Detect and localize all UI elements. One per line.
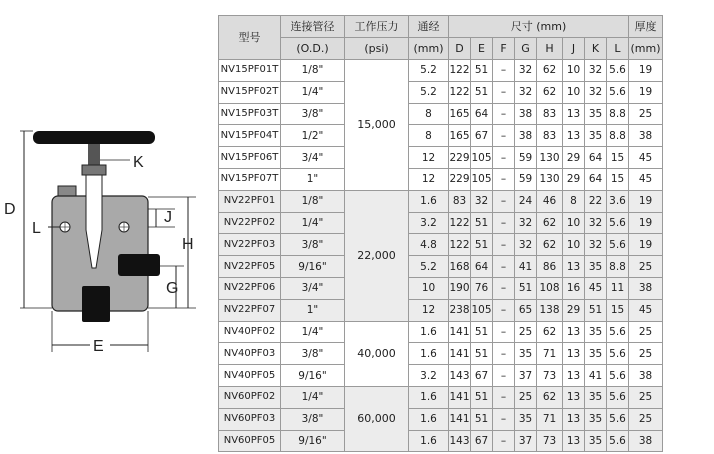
cell-dim: – (493, 299, 515, 321)
table-row (219, 81, 663, 103)
cell-dim: 105 (471, 299, 493, 321)
cell-dim: 51 (471, 234, 493, 256)
cell-dim: 62 (537, 321, 563, 343)
cell-dim: – (493, 168, 515, 190)
cell-model: NV40PF02 (219, 321, 281, 343)
cell-dim: 35 (515, 343, 537, 365)
cell-dim: 5.6 (607, 321, 629, 343)
dim-label-H: H (182, 236, 194, 253)
cell-dim: 8.8 (607, 103, 629, 125)
table-row (219, 103, 663, 125)
cell-bore: 5.2 (409, 256, 449, 278)
table-row (219, 190, 663, 212)
cell-dim: 62 (537, 60, 563, 82)
cell-bore: 1.6 (409, 321, 449, 343)
cell-dim: 32 (515, 212, 537, 234)
cell-model: NV22PF05 (219, 256, 281, 278)
cell-dim: 86 (537, 256, 563, 278)
cell-dim: – (493, 277, 515, 299)
table-row (219, 168, 663, 190)
cell-dim: – (493, 386, 515, 408)
cell-bore: 12 (409, 147, 449, 169)
cell-dim: 229 (449, 168, 471, 190)
cell-dim: – (493, 212, 515, 234)
cell-dim: 13 (563, 365, 585, 387)
cell-dim: 35 (585, 256, 607, 278)
cell-dim: 64 (585, 147, 607, 169)
cell-dim: 105 (471, 168, 493, 190)
table-row (219, 299, 663, 321)
dim-col-F: F (493, 38, 515, 60)
cell-dim: 29 (563, 299, 585, 321)
table-row (219, 343, 663, 365)
cell-thick: 25 (629, 321, 663, 343)
cell-dim: 32 (585, 212, 607, 234)
cell-dim: 15 (607, 168, 629, 190)
cell-dim: – (493, 365, 515, 387)
cell-dim: 62 (537, 386, 563, 408)
cell-dim: – (493, 147, 515, 169)
bottom-port (82, 286, 110, 322)
cell-dim: 62 (537, 212, 563, 234)
col-pressure-sub: (psi) (345, 38, 409, 60)
cell-dim: 5.6 (607, 60, 629, 82)
cell-thick: 45 (629, 147, 663, 169)
table-row (219, 147, 663, 169)
cell-dim: 13 (563, 321, 585, 343)
cell-thick: 25 (629, 343, 663, 365)
cell-conn: 1" (281, 299, 345, 321)
cell-model: NV22PF02 (219, 212, 281, 234)
cell-dim: 13 (563, 408, 585, 430)
cell-dim: 141 (449, 321, 471, 343)
cell-dim: 10 (563, 81, 585, 103)
dim-col-E: E (471, 38, 493, 60)
cell-dim: – (493, 60, 515, 82)
cell-conn: 3/8" (281, 234, 345, 256)
cell-dim: 122 (449, 81, 471, 103)
cell-dim: – (493, 103, 515, 125)
cell-dim: 51 (471, 321, 493, 343)
table-row (219, 125, 663, 147)
cell-model: NV40PF03 (219, 343, 281, 365)
cell-bore: 12 (409, 168, 449, 190)
cell-dim: 15 (607, 147, 629, 169)
cell-thick: 19 (629, 212, 663, 234)
cell-dim: 51 (471, 60, 493, 82)
cell-dim: 8 (563, 190, 585, 212)
dim-col-L: L (607, 38, 629, 60)
cell-dim: 13 (563, 430, 585, 452)
cell-dim: 46 (537, 190, 563, 212)
cell-conn: 3/4" (281, 147, 345, 169)
cell-bore: 1.6 (409, 343, 449, 365)
table-row (219, 277, 663, 299)
cell-bore: 3.2 (409, 365, 449, 387)
cell-conn: 3/8" (281, 408, 345, 430)
cell-dim: 11 (607, 277, 629, 299)
cell-pressure: 15,000 (345, 60, 409, 191)
cell-dim: 51 (471, 212, 493, 234)
cell-dim: 15 (607, 299, 629, 321)
cell-dim: 38 (515, 125, 537, 147)
cell-bore: 1.6 (409, 430, 449, 452)
cell-dim: – (493, 343, 515, 365)
table-row (219, 430, 663, 452)
cell-model: NV22PF03 (219, 234, 281, 256)
cell-dim: 35 (585, 321, 607, 343)
cell-model: NV15PF02T (219, 81, 281, 103)
cell-dim: 229 (449, 147, 471, 169)
cell-dim: 8.8 (607, 125, 629, 147)
cell-dim: 32 (515, 81, 537, 103)
cell-dim: 143 (449, 430, 471, 452)
table-row (219, 256, 663, 278)
valve-handle (33, 131, 155, 144)
cell-dim: 51 (585, 299, 607, 321)
cell-dim: 10 (563, 60, 585, 82)
cell-dim: – (493, 256, 515, 278)
cell-dim: 62 (537, 81, 563, 103)
dim-col-G: G (515, 38, 537, 60)
cell-conn: 1" (281, 168, 345, 190)
cell-conn: 3/8" (281, 343, 345, 365)
cell-dim: 83 (537, 103, 563, 125)
cell-dim: – (493, 408, 515, 430)
cell-dim: 32 (515, 60, 537, 82)
dim-label-K: K (133, 154, 144, 171)
cell-dim: 5.6 (607, 343, 629, 365)
cell-bore: 12 (409, 299, 449, 321)
cell-dim: 37 (515, 430, 537, 452)
cell-model: NV60PF03 (219, 408, 281, 430)
cell-conn: 1/4" (281, 321, 345, 343)
table-row (219, 408, 663, 430)
cell-pressure: 40,000 (345, 321, 409, 386)
cell-bore: 4.8 (409, 234, 449, 256)
dim-col-K: K (585, 38, 607, 60)
packing-nut (58, 186, 76, 196)
cell-dim: 13 (563, 256, 585, 278)
cell-thick: 25 (629, 408, 663, 430)
cell-model: NV15PF07T (219, 168, 281, 190)
cell-dim: – (493, 430, 515, 452)
cell-dim: 32 (585, 60, 607, 82)
cell-thick: 25 (629, 256, 663, 278)
cell-thick: 38 (629, 277, 663, 299)
cell-dim: 130 (537, 168, 563, 190)
cell-dim: 35 (585, 343, 607, 365)
cell-thick: 19 (629, 60, 663, 82)
cell-conn: 9/16" (281, 256, 345, 278)
cell-dim: 35 (585, 430, 607, 452)
table-row (219, 321, 663, 343)
cell-dim: 59 (515, 147, 537, 169)
cell-dim: 13 (563, 343, 585, 365)
cell-dim: – (493, 81, 515, 103)
cell-conn: 1/4" (281, 212, 345, 234)
spec-table-body (219, 60, 663, 452)
col-bore-sub: (mm) (409, 38, 449, 60)
cell-dim: 5.6 (607, 212, 629, 234)
cell-dim: 29 (563, 147, 585, 169)
cell-bore: 5.2 (409, 81, 449, 103)
cell-dim: 105 (471, 147, 493, 169)
cell-bore: 3.2 (409, 212, 449, 234)
cell-dim: 35 (585, 386, 607, 408)
cell-conn: 1/4" (281, 386, 345, 408)
cell-dim: 5.6 (607, 81, 629, 103)
dim-label-D: D (4, 201, 16, 218)
cell-dim: 45 (585, 277, 607, 299)
cell-dim: 71 (537, 408, 563, 430)
col-thick-sub: (mm) (629, 38, 663, 60)
cell-dim: 122 (449, 212, 471, 234)
cell-dim: 138 (537, 299, 563, 321)
dim-col-J: J (563, 38, 585, 60)
cell-dim: 35 (585, 408, 607, 430)
cell-conn: 1/8" (281, 190, 345, 212)
cell-conn: 3/8" (281, 103, 345, 125)
cell-dim: 122 (449, 60, 471, 82)
cell-thick: 38 (629, 430, 663, 452)
cell-dim: 13 (563, 125, 585, 147)
cell-bore: 5.2 (409, 60, 449, 82)
cell-bore: 1.6 (409, 408, 449, 430)
col-model-header: 型号 (219, 16, 281, 60)
cell-dim: 5.6 (607, 430, 629, 452)
cell-dim: 65 (515, 299, 537, 321)
cell-dim: 16 (563, 277, 585, 299)
cell-thick: 19 (629, 190, 663, 212)
cell-dim: 32 (515, 234, 537, 256)
cell-dim: 108 (537, 277, 563, 299)
side-port (118, 254, 160, 276)
dim-col-D: D (449, 38, 471, 60)
table-row (219, 386, 663, 408)
cell-dim: 67 (471, 430, 493, 452)
valve-drawing (0, 110, 210, 370)
cell-dim: 64 (471, 103, 493, 125)
cell-dim: 41 (515, 256, 537, 278)
cell-dim: 32 (585, 234, 607, 256)
cell-bore: 8 (409, 125, 449, 147)
cell-dim: 41 (585, 365, 607, 387)
cell-conn: 1/2" (281, 125, 345, 147)
cell-dim: 168 (449, 256, 471, 278)
cell-conn: 9/16" (281, 365, 345, 387)
valve-stem (88, 144, 100, 168)
cell-dim: 29 (563, 168, 585, 190)
cell-model: NV15PF04T (219, 125, 281, 147)
cell-dim: 59 (515, 168, 537, 190)
table-row (219, 234, 663, 256)
cell-dim: 73 (537, 365, 563, 387)
cell-dim: 13 (563, 386, 585, 408)
cell-dim: 35 (585, 125, 607, 147)
cell-model: NV22PF06 (219, 277, 281, 299)
cell-dim: 141 (449, 343, 471, 365)
col-dims-header: 尺寸 (mm) (449, 16, 629, 38)
cell-dim: 35 (585, 103, 607, 125)
cell-model: NV60PF02 (219, 386, 281, 408)
cell-dim: 25 (515, 321, 537, 343)
col-pressure-header: 工作压力 (345, 16, 409, 38)
cell-dim: 51 (471, 343, 493, 365)
cell-dim: 190 (449, 277, 471, 299)
dim-label-J: J (164, 209, 172, 226)
cell-dim: – (493, 125, 515, 147)
cell-thick: 45 (629, 168, 663, 190)
cell-model: NV40PF05 (219, 365, 281, 387)
dim-label-G: G (166, 280, 179, 297)
dim-label-L: L (32, 220, 41, 237)
spec-table (218, 15, 663, 452)
col-conn-sub: (O.D.) (281, 38, 345, 60)
cell-dim: 3.6 (607, 190, 629, 212)
cell-dim: 76 (471, 277, 493, 299)
cell-pressure: 60,000 (345, 386, 409, 451)
cell-dim: 141 (449, 386, 471, 408)
cell-dim: 37 (515, 365, 537, 387)
cell-dim: 35 (515, 408, 537, 430)
cell-dim: 5.6 (607, 234, 629, 256)
cell-dim: 5.6 (607, 386, 629, 408)
cell-dim: 83 (449, 190, 471, 212)
cell-dim: 62 (537, 234, 563, 256)
cell-dim: 32 (471, 190, 493, 212)
cell-conn: 1/4" (281, 81, 345, 103)
cell-bore: 10 (409, 277, 449, 299)
cell-dim: 51 (471, 81, 493, 103)
cell-dim: 73 (537, 430, 563, 452)
cell-thick: 19 (629, 81, 663, 103)
table-row (219, 60, 663, 82)
cell-dim: 5.6 (607, 408, 629, 430)
cell-thick: 25 (629, 386, 663, 408)
cell-dim: 143 (449, 365, 471, 387)
cell-dim: 165 (449, 125, 471, 147)
cell-model: NV15PF06T (219, 147, 281, 169)
cell-thick: 25 (629, 103, 663, 125)
cell-dim: 51 (515, 277, 537, 299)
cell-conn: 3/4" (281, 277, 345, 299)
cell-dim: 67 (471, 125, 493, 147)
table-row (219, 365, 663, 387)
cell-conn: 9/16" (281, 430, 345, 452)
dim-label-E: E (93, 338, 104, 355)
table-row (219, 212, 663, 234)
cell-thick: 19 (629, 234, 663, 256)
cell-dim: 38 (515, 103, 537, 125)
cell-thick: 38 (629, 365, 663, 387)
cell-conn: 1/8" (281, 60, 345, 82)
cell-dim: 24 (515, 190, 537, 212)
cell-model: NV22PF07 (219, 299, 281, 321)
cell-model: NV22PF01 (219, 190, 281, 212)
cell-bore: 1.6 (409, 386, 449, 408)
col-conn-header: 连接管径 (281, 16, 345, 38)
cell-dim: 10 (563, 212, 585, 234)
cell-dim: 83 (537, 125, 563, 147)
cell-dim: 22 (585, 190, 607, 212)
cell-dim: – (493, 234, 515, 256)
cell-pressure: 22,000 (345, 190, 409, 321)
cell-dim: 64 (471, 256, 493, 278)
cell-bore: 1.6 (409, 190, 449, 212)
dim-col-H: H (537, 38, 563, 60)
cell-model: NV15PF01T (219, 60, 281, 82)
cell-dim: 8.8 (607, 256, 629, 278)
cell-bore: 8 (409, 103, 449, 125)
col-bore-header: 通经 (409, 16, 449, 38)
cell-dim: – (493, 321, 515, 343)
cell-dim: 51 (471, 408, 493, 430)
cell-dim: 5.6 (607, 365, 629, 387)
cell-dim: 130 (537, 147, 563, 169)
cell-thick: 38 (629, 125, 663, 147)
cell-dim: – (493, 190, 515, 212)
cell-dim: 51 (471, 386, 493, 408)
cell-dim: 25 (515, 386, 537, 408)
cell-dim: 32 (585, 81, 607, 103)
cell-dim: 122 (449, 234, 471, 256)
cell-dim: 238 (449, 299, 471, 321)
cell-dim: 10 (563, 234, 585, 256)
cell-dim: 67 (471, 365, 493, 387)
cell-dim: 13 (563, 103, 585, 125)
cell-dim: 71 (537, 343, 563, 365)
cell-dim: 141 (449, 408, 471, 430)
cell-model: NV60PF05 (219, 430, 281, 452)
cell-thick: 45 (629, 299, 663, 321)
cell-model: NV15PF03T (219, 103, 281, 125)
cell-dim: 64 (585, 168, 607, 190)
cell-dim: 165 (449, 103, 471, 125)
col-thick-header: 厚度 (629, 16, 663, 38)
